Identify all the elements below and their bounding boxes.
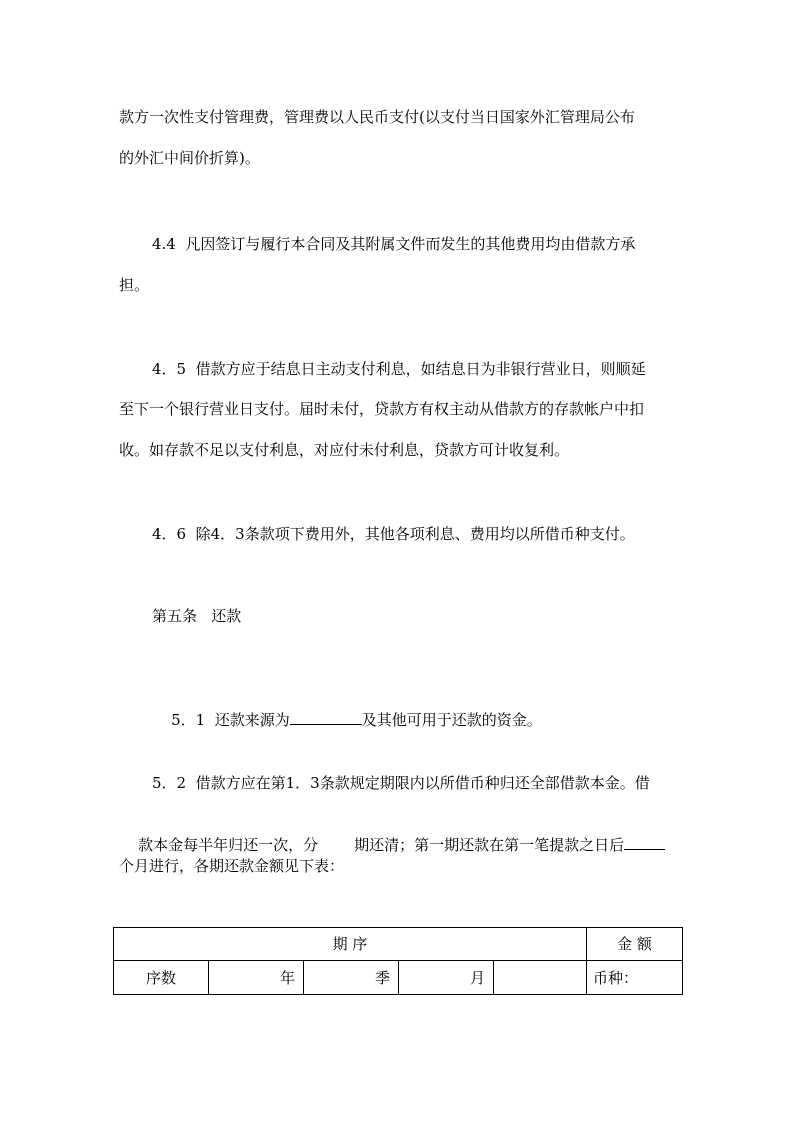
repayment-source-blank — [290, 710, 362, 725]
cell-year: 年 — [209, 961, 304, 995]
clause-4-5-line-1: 4．5 借款方应于结息日主动支付利息，如结息日为非银行营业日，则顺延 — [152, 360, 646, 378]
text-line-2: 的外汇中间价折算)。 — [119, 149, 260, 167]
table-header-row — [114, 928, 683, 961]
clause-5-2-line-3: 个月进行，各期还款金额见下表： — [119, 857, 345, 875]
clause-5-2-line-1: 5．2 借款方应在第1．3条款规定期限内以所借币种归还全部借款本金。借 — [152, 774, 650, 792]
article-5-heading: 第五条 还款 — [152, 607, 242, 625]
clause-4-4-line-2: 担。 — [119, 276, 150, 294]
clause-5-1-text-before: 5．1 还款来源为 — [171, 711, 290, 729]
repayment-schedule-table — [113, 927, 683, 995]
cell-empty — [494, 961, 587, 995]
header-period: 期 序 — [114, 928, 587, 961]
cell-month: 月 — [399, 961, 494, 995]
clause-5-1-text-after: 及其他可用于还款的资金。 — [361, 711, 542, 729]
cell-quarter: 季 — [304, 961, 399, 995]
clause-4-5-line-3: 收。如存款不足以支付利息，对应付未付利息，贷款方可计收复利。 — [119, 441, 570, 459]
clause-5-1 — [152, 690, 542, 750]
clause-5-2-text-a: 款本金每半年归还一次，分 — [138, 836, 319, 854]
clause-4-5-line-2: 至下一个银行营业日支付。届时未付，贷款方有权主动从借款方的存款帐户中扣 — [119, 400, 645, 418]
header-amount: 金 额 — [587, 928, 683, 961]
clause-4-4-line-1: 4.4 凡因签订与履行本合同及其附属文件而发生的其他费用均由借款方承 — [152, 235, 636, 253]
clause-5-2-text-b: 期还清；第一期还款在第一笔提款之日后 — [354, 836, 625, 854]
cell-index: 序数 — [114, 961, 209, 995]
cell-currency: 币种： — [587, 961, 683, 995]
text-line-1: 款方一次性支付管理费，管理费以人民币支付(以支付当日国家外汇管理局公布 — [119, 108, 635, 126]
months-blank — [624, 835, 665, 850]
table-row — [114, 961, 683, 995]
clause-4-6: 4．6 除4．3条款项下费用外，其他各项利息、费用均以所借币种支付。 — [152, 525, 635, 543]
